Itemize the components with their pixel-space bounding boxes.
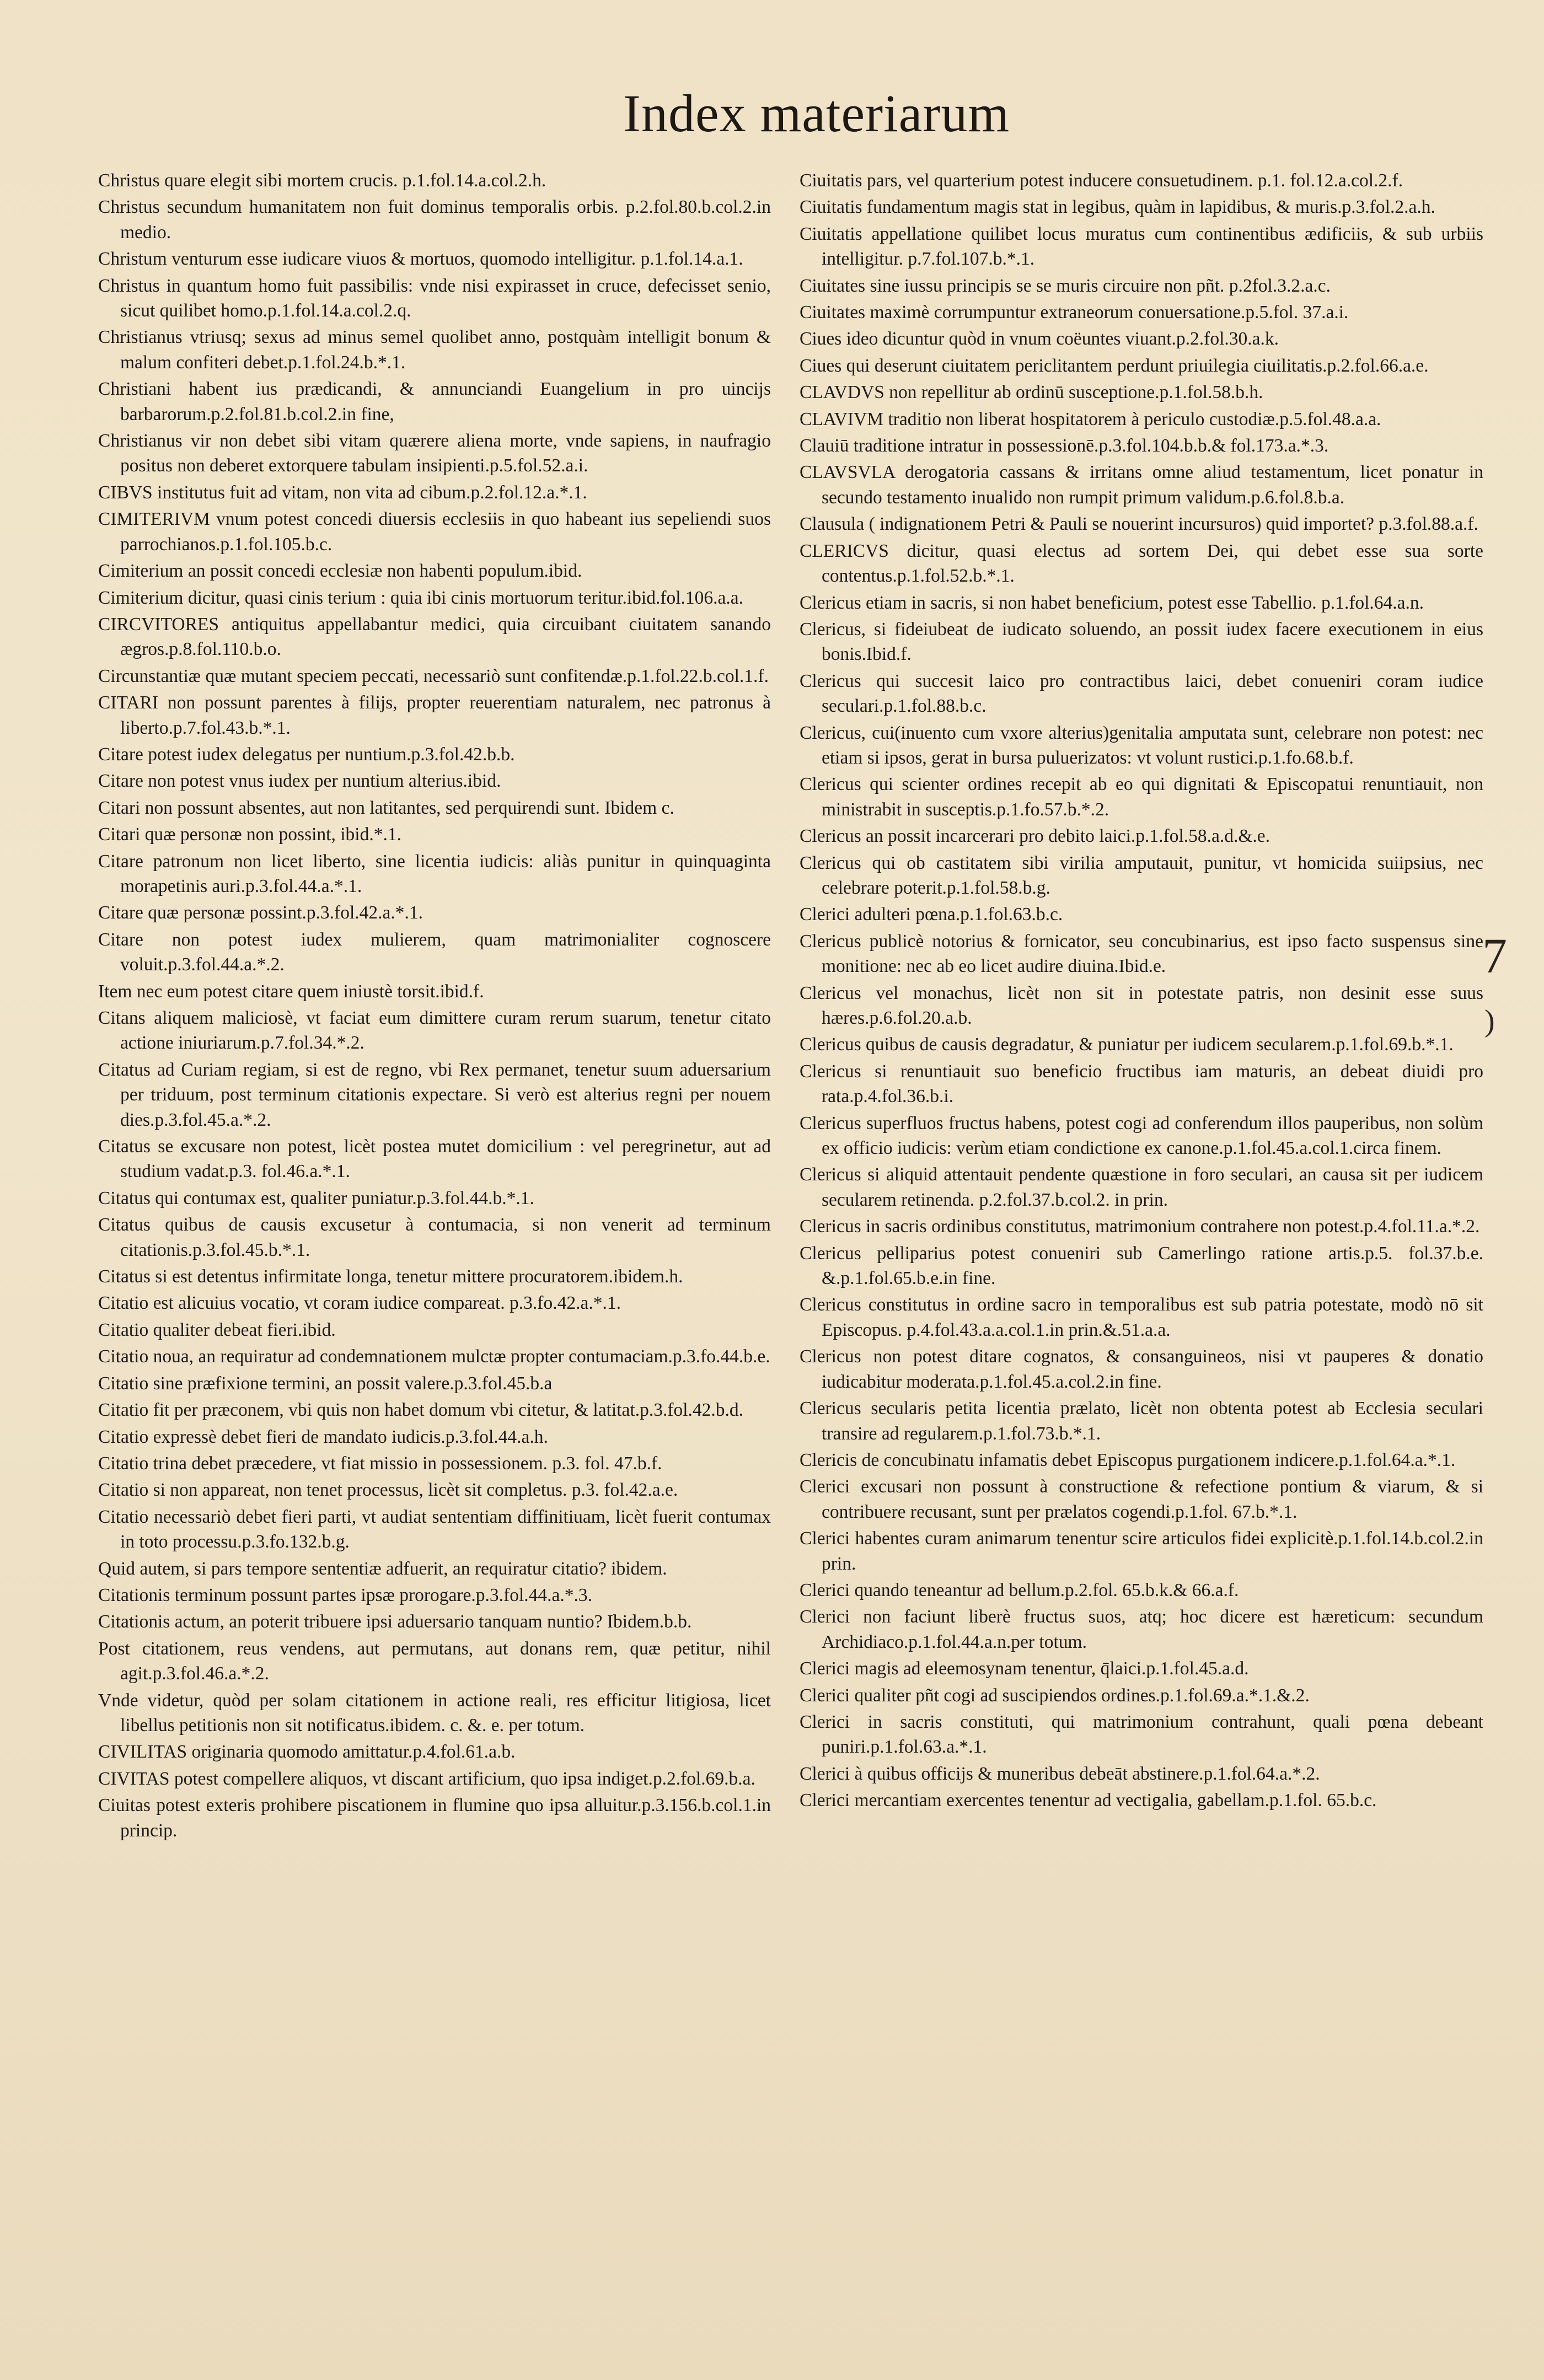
index-entry: Clericus publicè notorius & fornicator, seu concubinarius, est ipso facto suspensus sine monitione: nec ab eo licet audire diuina.Ibid.e. — [800, 931, 1483, 977]
index-entry: Ciuitates maximè corrumpuntur extraneorum conuersatione.p.5.fol. 37.a.i. — [800, 302, 1349, 323]
index-entry: Clericus secularis petita licentia prælato, licèt non obtenta potest ab Ecclesia seculari transire ad regularem.p.1.fol.73.b.*.1. — [800, 1398, 1483, 1444]
index-entry: Clericus, cui(inuento cum vxore alterius)genitalia amputata sunt, celebrare non potest: nec etiam si ipsos, gerat in bursa puluerizatos: vt volunt rustici.p.1.fo.68.b.f. — [800, 722, 1483, 768]
index-entry: Citatio est alicuius vocatio, vt coram iudice compareat. p.3.fo.42.a.*.1. — [98, 1293, 621, 1314]
index-entry: Clerici in sacris constituti, qui matrimonium contrahunt, quali pœna debeant puniri.p.1.fol.63.a.*.1. — [800, 1711, 1483, 1758]
index-entry: CLERICVS dicitur, quasi electus ad sortem Dei, qui debet esse sua sorte contentus.p.1.fol.52.b.*.1. — [800, 540, 1483, 587]
index-entry: Clericus superfluos fructus habens, potest cogi ad conferendum illos pauperibus, non solùm ex officio iudicis: verùm etiam condictione ex canone.p.1.fol.45.a.col.1.circa finem. — [800, 1113, 1483, 1159]
index-entry: Clericus qui scienter ordines recepit ab eo qui dignitati & Episcopatui renuntiauit, non ministrabit in susceptis.p.1.fo.57.b.*.2. — [800, 774, 1483, 820]
index-entry: Clericus vel monachus, licèt non sit in potestate patris, non desinit esse suus hæres.p.6.fol.20.a.b. — [800, 982, 1483, 1028]
index-entry: Ciuitatis pars, vel quarterium potest inducere consuetudinem. p.1. fol.12.a.col.2.f. — [800, 170, 1403, 191]
index-entry: CIMITERIVM vnum potest concedi diuersis ecclesiis in quo habeant ius sepeliendi suos parrochianos.p.1.fol.105.b.c. — [98, 509, 771, 555]
index-entry: Clericus si aliquid attentauit pendente quæstione in foro seculari, an causa sit per iudicem secularem retinenda. p.2.fol.37.b.col.2. in prin. — [800, 1164, 1483, 1210]
index-entry: Clericus si renuntiauit suo beneficio fructibus iam maturis, an debeat diuidi pro rata.p.4.fol.36.b.i. — [800, 1061, 1483, 1107]
index-entry: Clerici quando teneantur ad bellum.p.2.fol. 65.b.k.& 66.a.f. — [800, 1579, 1239, 1600]
index-entry: Ciuitas potest exteris prohibere piscationem in flumine quo ipsa alluitur.p.3.156.b.col.1.in princip. — [98, 1795, 771, 1841]
index-entry: Ciuitatis fundamentum magis stat in legibus, quàm in lapidibus, & muris.p.3.fol.2.a.h. — [800, 197, 1435, 218]
index-entry: Citationis actum, an poterit tribuere ipsi aduersario tanquam nuntio? Ibidem.b.b. — [98, 1611, 692, 1632]
index-entry: Christianus vir non debet sibi vitam quærere aliena morte, vnde sapiens, in naufragio positus non deberet extorquere tabulam insipienti.p.5.fol.52.a.i. — [98, 431, 771, 476]
index-entry: Ciues qui deserunt ciuitatem periclitantem perdunt priuilegia ciuilitatis.p.2.fol.66.a.e. — [800, 355, 1429, 376]
index-entry: CIRCVITORES antiquitus appellabantur medici, quia circuibant ciuitatem sanando ægros.p.8.fol.110.b.o. — [98, 614, 771, 660]
index-entry: Clerici à quibus officijs & muneribus debeāt abstinere.p.1.fol.64.a.*.2. — [800, 1763, 1320, 1784]
index-entry: Clerici qualiter pñt cogi ad suscipiendos ordines.p.1.fol.69.a.*.1.&.2. — [800, 1685, 1310, 1706]
index-entry: Clauiū traditione intratur in possessionē.p.3.fol.104.b.b.& fol.173.a.*.3. — [800, 436, 1329, 456]
index-entry: Circunstantiæ quæ mutant speciem peccati, necessariò sunt confitendæ.p.1.fol.22.b.col.1.f. — [98, 665, 769, 686]
index-entry: Citans aliquem maliciosè, vt faciat eum dimittere curam rerum suarum, tenetur citato actione iniuriarum.p.7.fol.34.*.2. — [98, 1008, 771, 1054]
index-entry: Citatio qualiter debeat fieri.ibid. — [98, 1319, 336, 1340]
index-entry: Quid autem, si pars tempore sententiæ adfuerit, an requiratur citatio? ibidem. — [98, 1558, 667, 1579]
index-entry: Citatio trina debet præcedere, vt fiat missio in possessionem. p.3. fol. 47.b.f. — [98, 1453, 662, 1474]
index-entry: Citationis terminum possunt partes ipsæ prorogare.p.3.fol.44.a.*.3. — [98, 1584, 593, 1605]
index-entry: Cimiterium an possit concedi ecclesiæ non habenti populum.ibid. — [98, 561, 582, 582]
index-entry: Citatus se excusare non potest, licèt postea mutet domicilium : vel peregrinetur, aut ad studium vadat.p.3. fol.46.a.*.1. — [98, 1136, 771, 1182]
index-entry: Clericus qui ob castitatem sibi virilia amputauit, punitur, vt homicida suiipsius, nec celebrare poterit.p.1.fol.58.b.g. — [800, 852, 1483, 898]
index-entry: Clericus quibus de causis degradatur, & puniatur per iudicem secularem.p.1.fol.69.b.*.1. — [800, 1034, 1454, 1055]
index-entry: Citare non potest iudex mulierem, quam matrimonialiter cognoscere voluit.p.3.fol.44.a.*.2. — [98, 929, 771, 975]
index-entry: Citare patronum non licet liberto, sine licentia iudicis: aliàs punitur in quinquaginta morapetinis auri.p.3.fol.44.a.*.1. — [98, 851, 771, 896]
index-entry: Citare non potest vnus iudex per nuntium alterius.ibid. — [98, 771, 501, 792]
index-entry: Clerici excusari non possunt à constructione & refectione pontium & viarum, & si contribuere recusant, sunt per prælatos cogendi.p.1.fol. 67.b.*.1. — [800, 1476, 1483, 1522]
index-entry: CIVITAS potest compellere aliquos, vt discant artificium, quo ipsa indiget.p.2.fol.69.b.a. — [98, 1768, 755, 1789]
index-entry: Clerici magis ad eleemosynam tenentur, q̄laici.p.1.fol.45.a.d. — [800, 1658, 1249, 1679]
index-entry: Citatio sine præfixione termini, an possit valere.p.3.fol.45.b.a — [98, 1373, 553, 1394]
index-entry: Citatus si est detentus infirmitate longa, tenetur mittere procuratorem.ibidem.h. — [98, 1266, 683, 1287]
page-title: Index materiarum — [623, 84, 1010, 143]
index-entry: CLAVDVS non repellitur ab ordinū susceptione.p.1.fol.58.b.h. — [800, 382, 1263, 403]
index-entry: Christiani habent ius prædicandi, & annunciandi Euangelium in pro uincijs barbarorum.p.2.fol.81.b.col.2.in fine, — [98, 379, 771, 425]
index-entry: CLAVSVLA derogatoria cassans & irritans omne aliud testamentum, licet ponatur in secundo testamento inualido non rumpit primum validum.p.6.fol.8.b.a. — [800, 462, 1483, 508]
index-entry: Ciuitates sine iussu principis se se muris circuire non pñt. p.2fol.3.2.a.c. — [800, 275, 1331, 296]
index-entry: Citatio necessariò debet fieri parti, vt audiat sententiam diffinitiuam, licèt fuerit contumax in toto processu.p.3.fo.132.b.g. — [98, 1506, 771, 1552]
index-entry: Christianus vtriusq; sexus ad minus semel quolibet anno, postquàm intelligit bonum & malum confiteri debet.p.1.fol.24.b.*.1. — [98, 327, 771, 373]
index-entry: Citatus qui contumax est, qualiter puniatur.p.3.fol.44.b.*.1. — [98, 1188, 534, 1208]
index-entry: Clericus, si fideiubeat de iudicato soluendo, an possit iudex facere executionem in eius bonis.Ibid.f. — [800, 619, 1483, 665]
index-entry: Clerici habentes curam animarum tenentur scire articulos fidei explicitè.p.1.fol.14.b.col.2.in prin. — [800, 1528, 1483, 1574]
index-entry: CIBVS institutus fuit ad vitam, non vita ad cibum.p.2.fol.12.a.*.1. — [98, 482, 587, 503]
margin-mark: 7 — [1482, 929, 1507, 984]
margin-mark-bracket: ) — [1484, 1004, 1495, 1038]
index-entry: Christus secundum humanitatem non fuit dominus temporalis orbis. p.2.fol.80.b.col.2.in medio. — [98, 197, 771, 243]
index-entry: Christus quare elegit sibi mortem crucis. p.1.fol.14.a.col.2.h. — [98, 170, 546, 191]
right-column — [800, 168, 1483, 1815]
index-entry: Item nec eum potest citare quem iniustè torsit.ibid.f. — [98, 981, 484, 1002]
index-entry: Citatio noua, an requiratur ad condemnationem mulctæ propter contumaciam.p.3.fo.44.b.e. — [98, 1346, 770, 1367]
index-entry: Clericus an possit incarcerari pro debito laici.p.1.fol.58.a.d.&.e. — [800, 826, 1270, 847]
index-entry: Citari quæ personæ non possint, ibid.*.1. — [98, 824, 401, 845]
index-entry: Citari non possunt absentes, aut non latitantes, sed perquirendi sunt. Ibidem c. — [98, 797, 674, 818]
index-entry: Citatus ad Curiam regiam, si est de regno, vbi Rex permanet, tenetur suum aduersarium per triduum, post terminum citationis expectare. Si verò est alterius regni per nouem dies.p.3.fol.45.a.*.2. — [98, 1059, 771, 1130]
index-entry: CITARI non possunt parentes à filijs, propter reuerentiam naturalem, nec patronus à liberto.p.7.fol.43.b.*.1. — [98, 692, 771, 738]
index-entry: Clausula ( indignationem Petri & Pauli se nouerint incursuros) quid importet? p.3.fol.88.a.f. — [800, 514, 1478, 535]
index-entry: Clericus qui succesit laico pro contractibus laici, debet conueniri coram iudice seculari.p.1.fol.88.b.c. — [800, 670, 1483, 717]
index-entry: Clerici mercantiam exercentes tenentur ad vectigalia, gabellam.p.1.fol. 65.b.c. — [800, 1790, 1377, 1811]
index-entry: Clerici adulteri pœna.p.1.fol.63.b.c. — [800, 904, 1063, 925]
left-column — [98, 168, 771, 1845]
index-entry: Clerici non faciunt liberè fructus suos, atq; hoc dicere est hæreticum: secundum Archidiaco.p.1.fol.44.a.n.per totum. — [800, 1607, 1483, 1652]
index-entry: Citatus quibus de causis excusetur à contumacia, si non venerit ad terminum citationis.p.3.fol.45.b.*.1. — [98, 1215, 771, 1260]
index-entry: Ciuitatis appellatione quilibet locus muratus cum continentibus ædificiis, & sub urbiis intelligitur. p.7.fol.107.b.*.1. — [800, 223, 1483, 270]
index-entry: Clericus pelliparius potest conueniri sub Camerlingo ratione artis.p.5. fol.37.b.e. &.p.1.fol.65.b.e.in fine. — [800, 1243, 1483, 1289]
index-entry: Citare quæ personæ possint.p.3.fol.42.a.*.1. — [98, 902, 423, 923]
index-entry: Clericus constitutus in ordine sacro in temporalibus est sub patria potestate, modò nō sit Episcopus. p.4.fol.43.a.a.col.1.in prin.&.51.a.a. — [800, 1294, 1483, 1340]
index-entry: Ciues ideo dicuntur quòd in vnum coëuntes viuant.p.2.fol.30.a.k. — [800, 329, 1279, 350]
index-entry: Christus in quantum homo fuit passibilis: vnde nisi expirasset in cruce, defecisset senio, sicut quilibet homo.p.1.fol.14.a.col.2.q. — [98, 275, 771, 321]
index-entry: Citare potest iudex delegatus per nuntium.p.3.fol.42.b.b. — [98, 744, 515, 765]
index-entry: Clericus in sacris ordinibus constitutus, matrimonium contrahere non potest.p.4.fol.11.a.*.2. — [800, 1216, 1480, 1237]
index-entry: Citatio fit per præconem, vbi quis non habet domum vbi citetur, & latitat.p.3.fol.42.b.d. — [98, 1400, 744, 1421]
index-entry: Cimiterium dicitur, quasi cinis terium : quia ibi cinis mortuorum teritur.ibid.fol.106.a.a. — [98, 587, 744, 608]
index-entry: Clericus non potest ditare cognatos, & consanguineos, nisi vt pauperes & donatio iudicabitur moderata.p.1.fol.45.a.col.2.in fine. — [800, 1346, 1483, 1392]
index-entry: Citatio si non appareat, non tenet processus, licèt sit completus. p.3. fol.42.a.e. — [98, 1480, 678, 1501]
index-entry: Vnde videtur, quòd per solam citationem in actione reali, res efficitur litigiosa, licet libellus petitionis non sit notificatus.ibidem. c. &. e. per totum. — [98, 1690, 771, 1736]
index-entry: CIVILITAS originaria quomodo amittatur.p.4.fol.61.a.b. — [98, 1742, 516, 1763]
index-entry: Citatio expressè debet fieri de mandato iudicis.p.3.fol.44.a.h. — [98, 1426, 548, 1447]
index-entry: Post citationem, reus vendens, aut permutans, aut donans rem, quæ petitur, nihil agit.p.3.fol.46.a.*.2. — [98, 1638, 771, 1684]
index-entry: CLAVIVM traditio non liberat hospitatorem à periculo custodiæ.p.5.fol.48.a.a. — [800, 409, 1381, 429]
index-entry: Clericus etiam in sacris, si non habet beneficium, potest esse Tabellio. p.1.fol.64.a.n. — [800, 592, 1424, 613]
index-entry: Clericis de concubinatu infamatis debet Episcopus purgationem indicere.p.1.fol.64.a.*.1. — [800, 1449, 1456, 1470]
index-entry: Christum venturum esse iudicare viuos & mortuos, quomodo intelligitur. p.1.fol.14.a.1. — [98, 249, 743, 270]
